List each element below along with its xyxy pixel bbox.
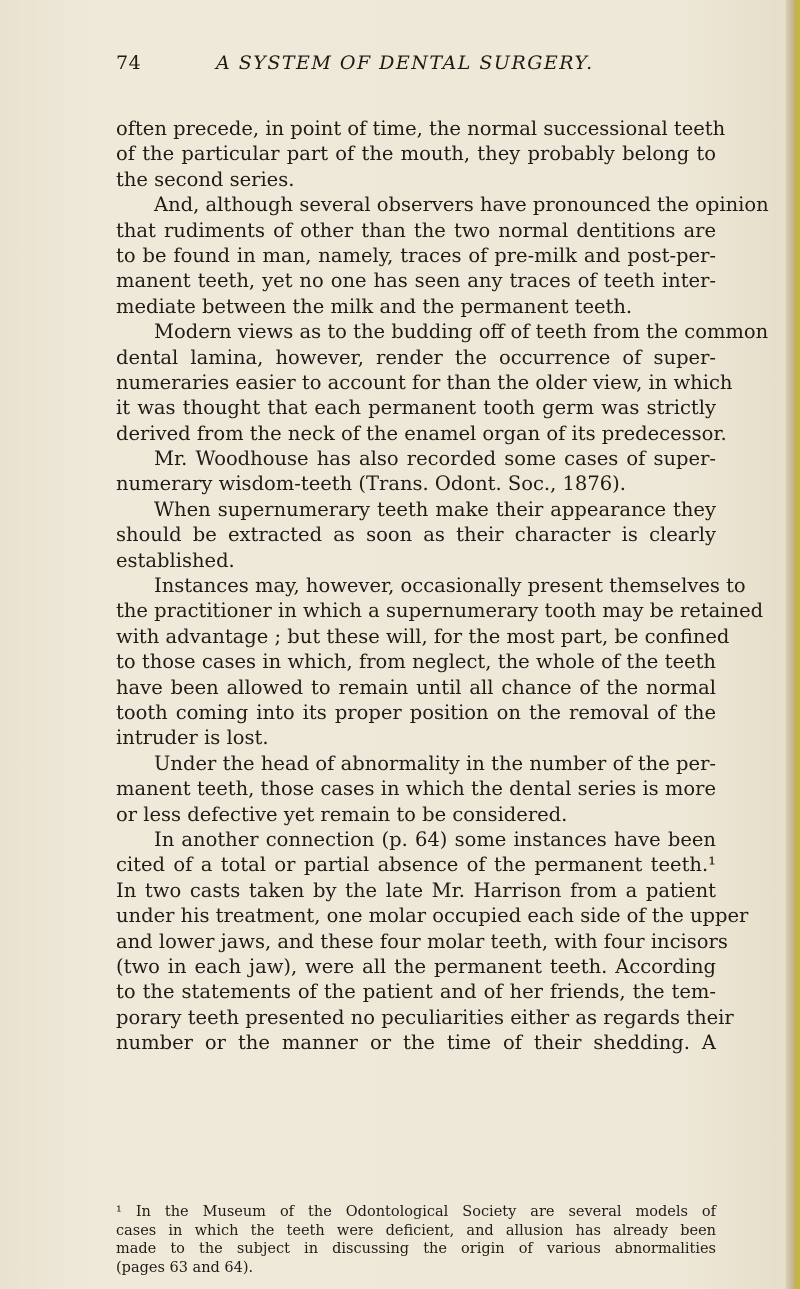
footnote-line: (pages 63 and 64). <box>116 1259 254 1276</box>
text-line: mediate between the milk and the permanent teeth. <box>116 294 633 318</box>
text-line: to be found in man, namely, traces of pre-milk and post-per- <box>116 243 716 267</box>
text-line: or less defective yet remain to be considered. <box>116 802 568 826</box>
text-line: numerary wisdom-teeth (Trans. Odont. Soc., 1876). <box>116 472 626 496</box>
text-line: Mr. Woodhouse has also recorded some cases of super- <box>154 447 716 471</box>
text-line: When supernumerary teeth make their appearance they <box>154 497 716 521</box>
text-line: In another connection (p. 64) some instances have been <box>154 827 716 851</box>
text-line: have been allowed to remain until all chance of the normal <box>116 675 716 699</box>
text-line: cited of a total or partial absence of the permanent teeth.¹ <box>116 853 716 877</box>
text-line: numeraries easier to account for than the older view, in which <box>116 370 733 394</box>
text-line: number or the manner or the time of their shedding. A <box>116 1031 716 1055</box>
footnote-line: made to the subject in discussing the origin of various abnormalities <box>116 1241 716 1257</box>
text-line: to those cases in which, from neglect, the whole of the teeth <box>116 650 716 674</box>
text-line: the second series. <box>116 167 295 191</box>
text-line: tooth coming into its proper position on the removal of the <box>116 700 716 724</box>
footnotes <box>116 1203 716 1277</box>
text-line: with advantage ; but these will, for the most part, be confined <box>116 624 730 648</box>
running-head-title: A SYSTEM OF DENTAL SURGERY. <box>216 52 594 74</box>
text-line: under his treatment, one molar occupied each side of the upper <box>116 904 749 928</box>
body-text <box>116 116 769 1055</box>
footnote-line: cases in which the teeth were deficient, and allusion has already been <box>116 1222 716 1239</box>
text-line: (two in each jaw), were all the permanent teeth. According <box>116 954 716 978</box>
page-edge-tint <box>795 0 800 1289</box>
text-line: Modern views as to the budding off of teeth from the common <box>154 320 769 344</box>
footnote-line: ¹ In the Museum of the Odontological Society are several models of <box>116 1204 716 1220</box>
text-line: to the statements of the patient and of her friends, the tem- <box>116 980 716 1004</box>
text-line: and lower jaws, and these four molar teeth, with four incisors <box>116 929 728 953</box>
text-line: And, although several observers have pronounced the opinion <box>154 193 769 217</box>
page-edge <box>786 0 800 1289</box>
text-line: dental lamina, however, render the occurrence of super- <box>116 345 716 369</box>
text-line: often precede, in point of time, the normal successional teeth <box>116 117 726 140</box>
text-line: it was thought that each permanent tooth germ was strictly <box>116 396 716 420</box>
text-line: the practitioner in which a supernumerary tooth may be retained <box>116 599 764 623</box>
page-number: 74 <box>116 52 142 74</box>
text-line: intruder is lost. <box>116 726 269 750</box>
text-line: Instances may, however, occasionally present themselves to <box>154 574 746 598</box>
running-head <box>116 52 716 80</box>
text-line: of the particular part of the mouth, they probably belong to <box>116 142 716 166</box>
text-line: porary teeth presented no peculiarities either as regards their <box>116 1005 734 1029</box>
text-line: should be extracted as soon as their character is clearly <box>116 523 716 547</box>
text-line: established. <box>116 548 235 572</box>
text-line: manent teeth, yet no one has seen any traces of teeth inter- <box>116 269 716 293</box>
text-line: derived from the neck of the enamel organ of its predecessor. <box>116 421 727 445</box>
text-line: In two casts taken by the late Mr. Harrison from a patient <box>116 878 716 902</box>
text-line: Under the head of abnormality in the number of the per- <box>154 751 716 775</box>
text-line: manent teeth, those cases in which the dental series is more <box>116 777 716 801</box>
text-line: that rudiments of other than the two normal dentitions are <box>116 218 716 242</box>
